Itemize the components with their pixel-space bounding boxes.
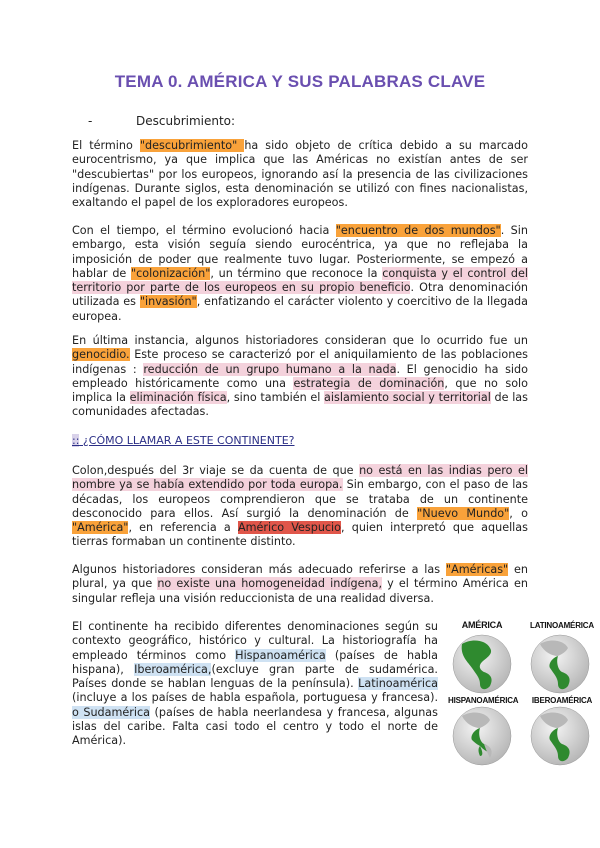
globe-hispanoamerica <box>453 707 511 765</box>
text: Este proceso se caracterizó por el aniquilamiento de las poblaciones indígenas : <box>72 348 528 376</box>
section-heading <box>88 114 235 128</box>
highlight: reducción de un grupo humano a la nada <box>143 362 397 376</box>
highlight: genocidio. <box>72 348 130 362</box>
text: En última instancia, algunos historiadores consideran que lo ocurrido fue un <box>72 334 528 347</box>
highlight: "encuentro de dos mundos" <box>335 224 501 237</box>
text: Con el tiempo, el término evolucionó hacia <box>72 224 336 237</box>
text: ha sido objeto de crítica debido a su marcado eurocentrismo, ya que implica que las Américas no existían antes de ser "descubiertas" por los europeos, ignorando así la presencia de las civilizaciones indígenas. Durante siglos, esta denominación se utilizó con fines nacionalistas, exaltando el papel de los exploradores europeos. <box>72 139 528 210</box>
text: , enfatizando el carácter violento y coercitivo de la llegada europea. <box>72 295 529 323</box>
text: , que no solo implica la <box>72 376 529 405</box>
globe-label-hispanoamerica: HISPANOAMÉRICA <box>448 696 519 705</box>
paragraph-colon <box>72 464 528 550</box>
text: , quien interpretó que aquellas tierras formaban un continente distinto. <box>72 521 528 549</box>
text: (incluye a los países de habla española, portuguesa y francesa). <box>72 691 438 705</box>
text: El término <box>72 139 140 152</box>
text: Algunos historiadores consideran más adecuado referirse a las <box>72 563 446 576</box>
question-text: ¿CÓMO LLAMAR A ESTE CONTINENTE? <box>79 434 295 447</box>
globe-label-latinoamerica: LATINOAMÉRICA <box>530 621 594 630</box>
highlight: estrategia de dominación <box>293 376 445 390</box>
text: Colon,después del 3r viaje se da cuenta de que <box>72 464 360 477</box>
globe-iberoamerica <box>531 707 589 765</box>
text: , sino también el <box>226 391 325 405</box>
globe-label-america: AMÉRICA <box>461 620 503 630</box>
text: (excluye gran parte de sudamérica. Países donde se hablan lenguas de la península). <box>72 662 438 691</box>
paragraph-evolucion <box>72 224 528 324</box>
highlight: "descubrimiento" <box>139 139 245 152</box>
text: en plural, ya que <box>72 563 529 591</box>
highlight: no existe una homogeneidad indígena, <box>157 577 383 591</box>
text: , un término que reconoce la <box>210 266 383 280</box>
highlight: Hispanoamérica <box>235 648 326 662</box>
highlight: "América" <box>72 521 129 535</box>
section-heading-text: Descubrimiento: <box>136 114 236 128</box>
text: (países de habla hispana), <box>72 648 439 676</box>
text: , en referencia a <box>128 521 238 535</box>
text: . Otra denominación utilizada es <box>72 281 528 309</box>
list-dash: - <box>88 114 93 128</box>
highlight: eliminación física <box>129 391 227 405</box>
paragraph-denominaciones <box>72 620 438 749</box>
americas-globes-figure <box>446 618 592 768</box>
highlight: no está en las indias pero el nombre ya se había extendido por toda europa. <box>72 464 528 492</box>
text: y el término América en singular refleja una visión reduccionista de una realidad diversa. <box>72 577 528 605</box>
text: . Sin embargo, esta visión seguía siendo eurocéntrica, ya que no reflejaba la imposición de poder que realmente tuvo lugar. Posteriormente, se empezó a hablar de <box>72 224 528 280</box>
text: . El genocidio ha sido empleado históricamente como una <box>72 362 528 390</box>
text: (países de habla neerlandesa y francesa, algunas islas del caribe. Falta casi todo el centro y todo el norte de América). <box>72 705 438 748</box>
text: Sin embargo, con el paso de las décadas, los europeos comprendieron que se trataba de un continente desconocido para ellos. Así surgió la denominación de <box>72 478 528 520</box>
paragraph-americas <box>72 563 528 606</box>
highlight: "Américas" <box>445 563 509 576</box>
highlight: aislamiento social y territorial <box>324 391 491 405</box>
question-mark: :: <box>72 434 80 447</box>
paragraph-genocidio <box>72 334 528 420</box>
globe-america <box>453 635 511 693</box>
highlight: "invasión" <box>139 295 197 309</box>
text: , o <box>509 506 529 520</box>
highlight: conquista y el control del territorio por parte de los europeos en su propio beneficio <box>72 266 528 295</box>
paragraph-descubrimiento <box>72 139 528 210</box>
highlight: Américo Vespucio <box>237 521 342 535</box>
highlight: Iberoamérica, <box>134 662 212 676</box>
highlight: Latinoamérica <box>358 677 438 691</box>
highlight: "Nuevo Mundo" <box>417 506 510 520</box>
globes-drawing <box>446 618 592 768</box>
globe-latinoamerica <box>531 635 589 693</box>
highlight: o Sudamérica <box>72 705 150 719</box>
text: El continente ha recibido diferentes denominaciones según su contexto geográfico, histórico y cultural. La historiografía ha empleado términos como <box>72 620 438 662</box>
question-heading <box>72 434 295 447</box>
text: de las comunidades afectadas. <box>72 391 528 419</box>
globe-label-iberoamerica: IBEROAMÉRICA <box>531 696 593 705</box>
highlight: "colonización" <box>131 266 211 280</box>
page-title: TEMA 0. AMÉRICA Y SUS PALABRAS CLAVE <box>114 72 486 91</box>
